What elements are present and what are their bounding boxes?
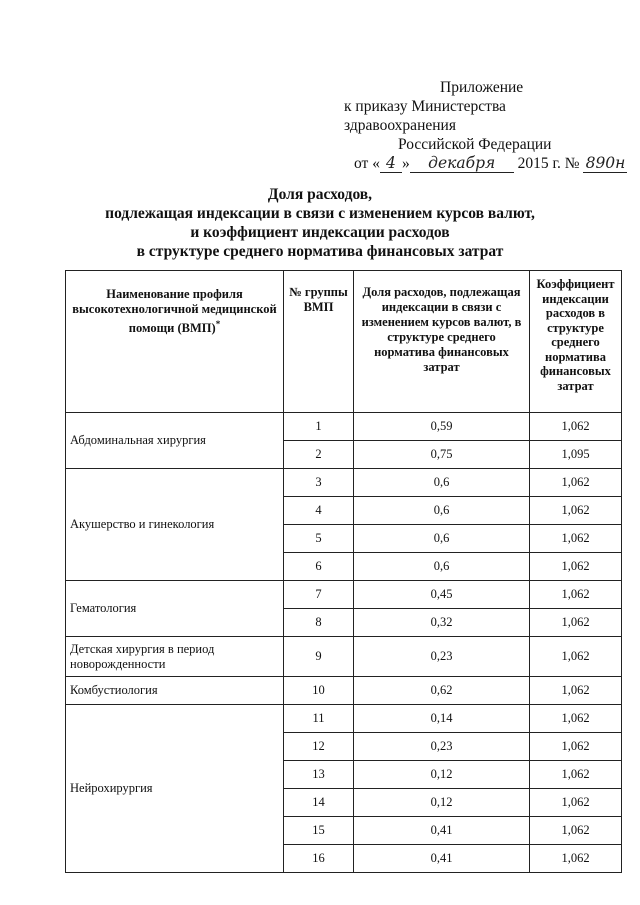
coef-cell: 1,062 bbox=[530, 553, 622, 581]
date-quote-close: » bbox=[401, 155, 410, 172]
share-cell: 0,14 bbox=[354, 705, 530, 733]
group-cell: 13 bbox=[284, 761, 354, 789]
group-cell: 12 bbox=[284, 733, 354, 761]
group-cell: 8 bbox=[284, 609, 354, 637]
group-cell: 2 bbox=[284, 441, 354, 469]
coef-cell: 1,062 bbox=[530, 845, 622, 873]
table-row bbox=[66, 677, 622, 705]
group-cell: 1 bbox=[284, 413, 354, 441]
indexation-table bbox=[65, 270, 622, 873]
coef-cell: 1,062 bbox=[530, 581, 622, 609]
order-number: 890н bbox=[583, 155, 627, 173]
share-cell: 0,59 bbox=[354, 413, 530, 441]
share-cell: 0,45 bbox=[354, 581, 530, 609]
coef-cell: 1,062 bbox=[530, 789, 622, 817]
profile-name: Акушерство и гинекология bbox=[66, 469, 284, 581]
share-cell: 0,6 bbox=[354, 497, 530, 525]
group-cell: 3 bbox=[284, 469, 354, 497]
coef-cell: 1,095 bbox=[530, 441, 622, 469]
header-group: № группы ВМП bbox=[284, 271, 354, 413]
header-share: Доля расходов, подлежащая индексации в связи с изменением курсов валют, в структуре среднего норматива финансовых затрат bbox=[354, 271, 530, 413]
share-cell: 0,75 bbox=[354, 441, 530, 469]
coef-cell: 1,062 bbox=[530, 525, 622, 553]
profile-name: Гематология bbox=[66, 581, 284, 637]
group-cell: 14 bbox=[284, 789, 354, 817]
share-cell: 0,23 bbox=[354, 637, 530, 677]
appendix-header bbox=[300, 78, 626, 173]
date-year: 2015 г. № bbox=[517, 155, 580, 172]
profile-name: Комбустиология bbox=[66, 677, 284, 705]
share-cell: 0,6 bbox=[354, 553, 530, 581]
header-profile: Наименование профиля высокотехнологичной медицинской помощи (ВМП)* bbox=[66, 271, 284, 413]
share-cell: 0,62 bbox=[354, 677, 530, 705]
appendix-order-ref: к приказу Министерства здравоохранения bbox=[344, 98, 506, 134]
coef-cell: 1,062 bbox=[530, 609, 622, 637]
coef-cell: 1,062 bbox=[530, 705, 622, 733]
group-cell: 15 bbox=[284, 817, 354, 845]
title-line-4: в структуре среднего норматива финансовых затрат bbox=[136, 243, 504, 260]
date-month: декабря bbox=[410, 155, 514, 173]
appendix-label: Приложение bbox=[440, 79, 524, 96]
table-row bbox=[66, 705, 622, 733]
table-row bbox=[66, 581, 622, 609]
group-cell: 5 bbox=[284, 525, 354, 553]
share-cell: 0,6 bbox=[354, 469, 530, 497]
coef-cell: 1,062 bbox=[530, 761, 622, 789]
group-cell: 9 bbox=[284, 637, 354, 677]
coef-cell: 1,062 bbox=[530, 413, 622, 441]
share-cell: 0,12 bbox=[354, 789, 530, 817]
table-row bbox=[66, 413, 622, 441]
title-line-3: и коэффициент индексации расходов bbox=[190, 224, 450, 241]
profile-name: Абдоминальная хирургия bbox=[66, 413, 284, 469]
share-cell: 0,41 bbox=[354, 817, 530, 845]
date-from-label: от « bbox=[354, 155, 380, 172]
coef-cell: 1,062 bbox=[530, 677, 622, 705]
group-cell: 4 bbox=[284, 497, 354, 525]
appendix-date-line bbox=[300, 154, 626, 173]
table-header-row bbox=[66, 271, 622, 413]
coef-cell: 1,062 bbox=[530, 469, 622, 497]
profile-name: Детская хирургия в период новорожденности bbox=[66, 637, 284, 677]
group-cell: 11 bbox=[284, 705, 354, 733]
coef-cell: 1,062 bbox=[530, 637, 622, 677]
group-cell: 6 bbox=[284, 553, 354, 581]
share-cell: 0,6 bbox=[354, 525, 530, 553]
table-row bbox=[66, 469, 622, 497]
share-cell: 0,23 bbox=[354, 733, 530, 761]
document-title bbox=[0, 185, 640, 261]
share-cell: 0,32 bbox=[354, 609, 530, 637]
date-day: 4 bbox=[380, 155, 402, 173]
appendix-country: Российской Федерации bbox=[398, 136, 552, 153]
group-cell: 7 bbox=[284, 581, 354, 609]
title-line-1: Доля расходов, bbox=[267, 186, 373, 203]
header-coef: Коэффициент индексации расходов в структуре среднего норматива финансовых затрат bbox=[530, 271, 622, 413]
group-cell: 16 bbox=[284, 845, 354, 873]
title-line-2: подлежащая индексации в связи с изменением курсов валют, bbox=[105, 205, 535, 222]
coef-cell: 1,062 bbox=[530, 817, 622, 845]
coef-cell: 1,062 bbox=[530, 497, 622, 525]
table-row bbox=[66, 637, 622, 677]
coef-cell: 1,062 bbox=[530, 733, 622, 761]
share-cell: 0,41 bbox=[354, 845, 530, 873]
share-cell: 0,12 bbox=[354, 761, 530, 789]
group-cell: 10 bbox=[284, 677, 354, 705]
profile-name: Нейрохирургия bbox=[66, 705, 284, 873]
